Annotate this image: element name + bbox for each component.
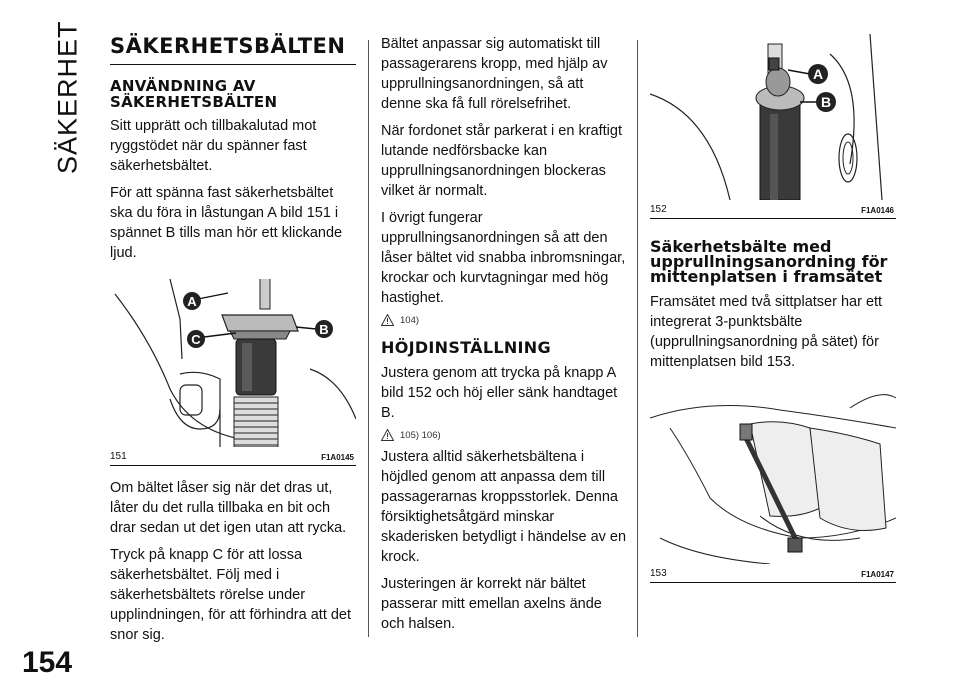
paragraph: När fordonet står parkerat i en kraftigt lutande nedförsbacke kan upprullningsanordningen blockeras vilket är normalt.	[381, 123, 622, 199]
section-tab: SÄKERHET	[52, 20, 83, 174]
paragraph: Justera alltid säkerhetsbältena i höjdled genom att anpassa dem till passagerarnas kroppsstorlek. Denna försiktighetsåtgärd minskar skaderisken betydligt i händelse av en krock.	[381, 449, 627, 565]
warning-reference	[381, 429, 627, 441]
figure-151	[110, 279, 356, 466]
subsection-title: Säkerhetsbälte med upprullningsanordning för mittenplatsen i framsätet	[650, 237, 888, 286]
figure-code: F1A0146	[861, 206, 894, 215]
warning-icon	[381, 429, 394, 441]
figure-153	[650, 388, 896, 583]
warning-icon	[381, 314, 394, 326]
column-divider	[637, 40, 638, 637]
height-adjuster-illustration	[650, 34, 896, 200]
subsection-title: HÖJDINSTÄLLNING	[381, 338, 551, 357]
callout-label: B	[319, 322, 329, 337]
subsection-title: ANVÄNDNING AV SÄKERHETSBÄLTEN	[110, 77, 278, 111]
paragraph: Tryck på knapp C för att lossa säkerhetsbältet. Följ med i säkerhetsbältets rörelse under upplindningen, för att förhindra att det snor sig.	[110, 547, 352, 643]
column-2	[381, 34, 627, 634]
paragraph: Justera genom att trycka på knapp A bild 152 och höj eller sänk handtaget B.	[381, 365, 618, 421]
callout-label: B	[820, 94, 832, 110]
figure-code: F1A0147	[861, 570, 894, 579]
warning-number: 105) 106)	[400, 429, 441, 441]
column-3	[650, 34, 896, 583]
paragraph: Framsätet med två sittplatser har ett integrerat 3-punktsbälte (upprullningsanordning på sätet) för mittenplatsen bild 153.	[650, 294, 883, 370]
seatbelt-buckle-illustration	[110, 279, 356, 447]
figure-code: F1A0145	[321, 453, 354, 462]
paragraph: För att spänna fast säkerhetsbältet ska du föra in låstungan A bild 151 i spännet B tills man hör ett klickande ljud.	[110, 185, 343, 261]
center-seat-belt-illustration	[650, 388, 896, 564]
paragraph: Justeringen är korrekt när bältet passerar mitt emellan axelns ände och halsen.	[381, 576, 602, 632]
figure-number: 152	[650, 204, 667, 215]
figure-152	[650, 34, 896, 219]
column-divider	[368, 40, 369, 637]
figure-number: 153	[650, 568, 667, 579]
callout-label: C	[191, 332, 201, 347]
paragraph: Sitt upprätt och tillbakalutad mot ryggstödet när du spänner fast säkerhetsbältet.	[110, 118, 317, 174]
callout-label: A	[187, 294, 197, 309]
figure-number: 151	[110, 451, 127, 462]
warning-reference	[381, 314, 627, 326]
section-title: SÄKERHETSBÄLTEN	[110, 34, 356, 65]
warning-number: 104)	[400, 314, 420, 326]
paragraph: Om bältet låser sig när det dras ut, låter du det rulla tillbaka en bit och drar sedan ut det igen utan att rycka.	[110, 480, 347, 536]
paragraph: I övrigt fungerar upprullningsanordningen så att den låser bältet vid snabba inbromsningar, krockar och kurvtagningar med hög hastighet.	[381, 210, 626, 306]
paragraph: Bältet anpassar sig automatiskt till passagerarens kropp, med hjälp av upprullningsanordningen, så att denne ska få full rörelsefrihet.	[381, 36, 608, 112]
page-number: 154	[22, 646, 73, 679]
column-1	[110, 34, 356, 645]
callout-label: A	[812, 66, 824, 82]
